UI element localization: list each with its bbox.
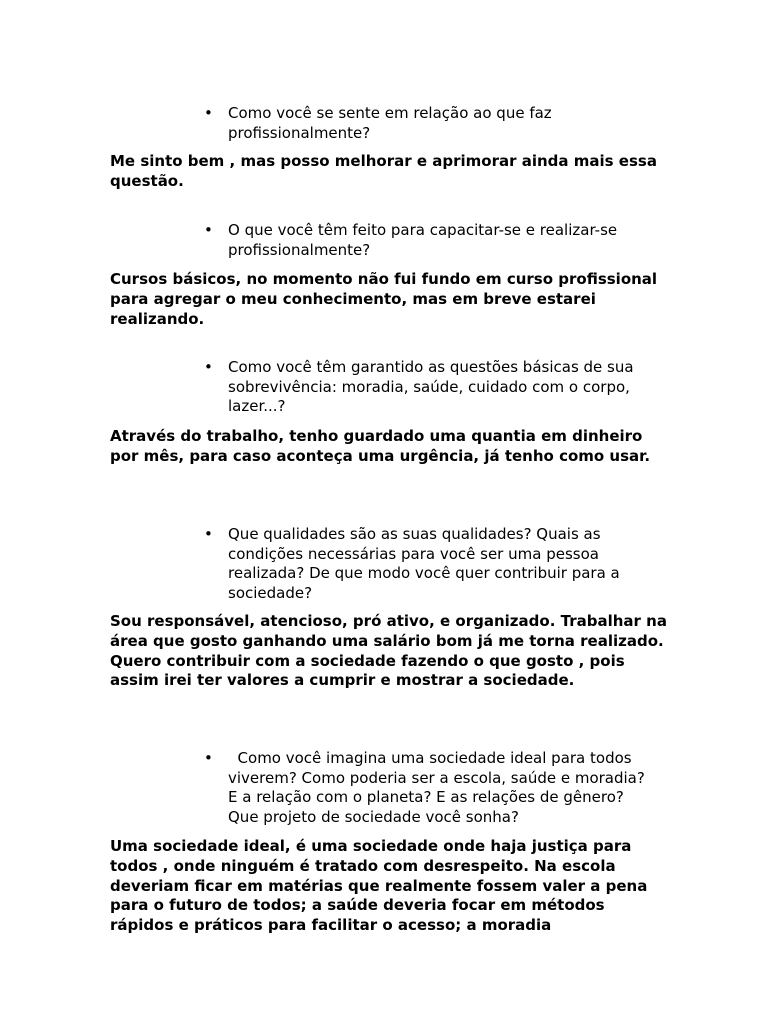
answer-2: Cursos básicos, no momento não fui fundo em curso profissional para agregar o meu conhecimento, mas em breve estarei realizando. (110, 270, 658, 328)
bullet-icon: • (204, 104, 213, 122)
bullet-icon: • (204, 525, 213, 543)
question-text: Como você se sente em relação ao que faz profissionalmente? (228, 104, 552, 142)
bullet-icon: • (204, 221, 213, 239)
question-5 (204, 749, 658, 827)
answer-1: Me sinto bem , mas posso melhorar e aprimorar ainda mais essa questão. (110, 152, 657, 190)
answer-4: Sou responsável, atencioso, pró ativo, e organizado. Trabalhar na área que gosto ganhando uma salário bom já me torna realizado. Quero contribuir com a sociedade fazendo o que gosto , pois assim irei ter valores a cumprir e mostrar a sociedade. (110, 612, 667, 690)
question-4 (204, 525, 658, 603)
answer-3: Através do trabalho, tenho guardado uma quantia em dinheiro por mês, para caso aconteça uma urgência, já tenho como usar. (110, 427, 651, 465)
question-3 (204, 358, 658, 417)
bullet-icon: • (204, 358, 213, 376)
bullet-icon: • (204, 749, 213, 767)
question-1 (204, 104, 658, 143)
question-2 (204, 221, 658, 260)
question-text: O que você têm feito para capacitar-se e realizar-se profissionalmente? (228, 221, 618, 259)
answer-5: Uma sociedade ideal, é uma sociedade onde haja justiça para todos , onde ninguém é tratado com desrespeito. Na escola deveriam ficar em matérias que realmente fossem valer a pena para o futuro de todos; a saúde deveria focar em métodos rápidos e práticos para facilitar o acesso; a moradia (110, 837, 648, 935)
question-text: Que qualidades são as suas qualidades? Quais as condições necessárias para você ser uma pessoa realizada? De que modo você quer contribuir para a sociedade? (228, 525, 620, 602)
question-text: Como você têm garantido as questões básicas de sua sobrevivência: moradia, saúde, cuidado com o corpo, lazer...? (228, 358, 634, 416)
question-text: Como você imagina uma sociedade ideal para todos viverem? Como poderia ser a escola, saúde e moradia? E a relação com o planeta? E as relações de gênero? Que projeto de sociedade você sonha? (228, 749, 650, 826)
